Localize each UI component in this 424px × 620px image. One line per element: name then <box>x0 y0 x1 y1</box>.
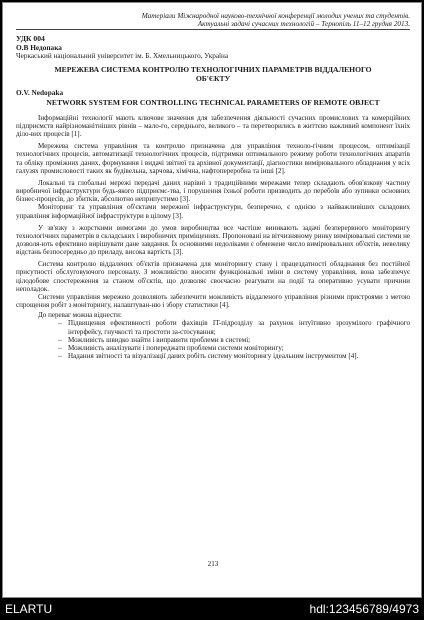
paper-page <box>16 12 410 572</box>
udk-code: УДК 004 <box>16 33 45 43</box>
title-english: NETWORK SYSTEM FOR CONTROLLING TECHNICAL PARAMETERS OF REMOTE OBJECT <box>46 97 380 107</box>
body-paragraph: У зв'язку з жорсткими вимогами до умов виробництва все частіше виникають задачі безперервного моніторингу технологічних параметрів в складських і виробничих приміщеннях. Пропоновані на вітчизняному ринку вимірювальні системи не дозволя-ють ефективно вирішувати дане завдання. Їх основними недоліками є обмежене число вимірювальних об'єктів, невелику відстань безпосередньо до приладу, висока вартість [3]. <box>16 223 410 257</box>
body-paragraph: Системи управління мережею дозволяють забезпечити можливість віддаленого управління різними пристроями з метою спрощення робіт з моніторингу, налаштуван-ню і збору статистики [4]. <box>16 292 410 310</box>
conference-header-line-2: Актуальні задачі сучасних технологій – Тернопіль 11–12 грудня 2013. <box>16 20 410 30</box>
list-item: – Підвищення ефективності роботи фахівців IT-підрозділу за рахунок інтуїтивно зрозумілого графічного інтерфейсу, гнучкості та простоти за-стосування; <box>60 319 410 335</box>
list-item: – Надання звітності та візуалізації даних робіть систему моніторингу ідеальним інструментом [4]. <box>60 352 410 360</box>
author-ukrainian: О.В Недопака <box>16 42 62 52</box>
page-number: 213 <box>207 560 219 568</box>
title-ukrainian: МЕРЕЖЕВА СИСТЕМА КОНТРОЛЮ ТЕХНОЛОГІЧНИХ ПАРАМЕТРІВ ВІДДАЛЕНОГО ОБ'ЄКТУ <box>54 65 372 84</box>
repository-footer-bar <box>0 600 424 620</box>
page-frame <box>2 2 422 598</box>
conference-header-line-1: Матеріали Міжнародної науково-технічної конференції молодих учених та студентів. <box>141 12 410 20</box>
handle-identifier: hdl:123456789/4973 <box>309 602 419 616</box>
advantages-list <box>16 319 410 360</box>
advantages-intro: До переваг можна віднести: <box>38 311 122 320</box>
list-item: – Можливість аналізувати і попереджати проблеми системи моніторингу; <box>60 344 410 352</box>
body-paragraph: Інформаційні технології мають ключове значення для забезпечення діяльності сучасних промислових та комерційних підприємств найрізноманітніших рівнів – мало-го, середнього, великого – та перетворились в життєво важливий компонент їхніх діло-вих процесів [1]. <box>16 113 410 139</box>
list-item: – Можливість швидко знайти і виправити проблеми в системі; <box>60 336 410 344</box>
body-paragraph: Локальні та глобальні мережі передачі даних нарівні з традиційними мережами тепер складають обов'язкову частину виробничої інфраструктури будь-якого підприємс-тва, і порушення їхньої роботи призводить до перебоїв або зупинки основних бізнес-процесів, до збитків, абсолютно неприпустимо [3]. <box>16 178 410 204</box>
affiliation: Черкаський національний університет ім. Б. Хмельницького, Україна <box>16 51 229 60</box>
body-paragraph: Мережева система управління та контролю призначена для управління техноло-гічним процесом, оптимізації технологічних процесів, автоматизації технологічних процесів, підтримки оптимального режиму роботи технологічних апаратів та обліку проміжних даних, формування і видачі звітної та архівної документації, діагностики вимірювального обладнання у всіх галузях промисловості таких як будівельна, харчова, хімічна, нафтопереробна та інші [2]. <box>16 142 410 175</box>
body-paragraph: Система контролю віддалених об'єктів призначена для моніторингу стану і працездатності обладнання без постійної присутності обслуговуючого персоналу. З можливістю вносити функціональні зміни в систему управління, вона забезпечує цілодобове спостереження за станом об'єктів, що дозволяє своєчасно реагувати на події та оперативно усувати причини неполадок. <box>16 260 410 293</box>
repository-name: ELARTU <box>5 602 53 616</box>
body-paragraph: Моніторинг та управління об'єктами мережної інфраструктури, безперечно, є однією з найважливіших складових управління інформаційної інфраструктури в цілому [3]. <box>16 203 410 220</box>
author-english: O.V. Nedopaka <box>16 88 64 98</box>
